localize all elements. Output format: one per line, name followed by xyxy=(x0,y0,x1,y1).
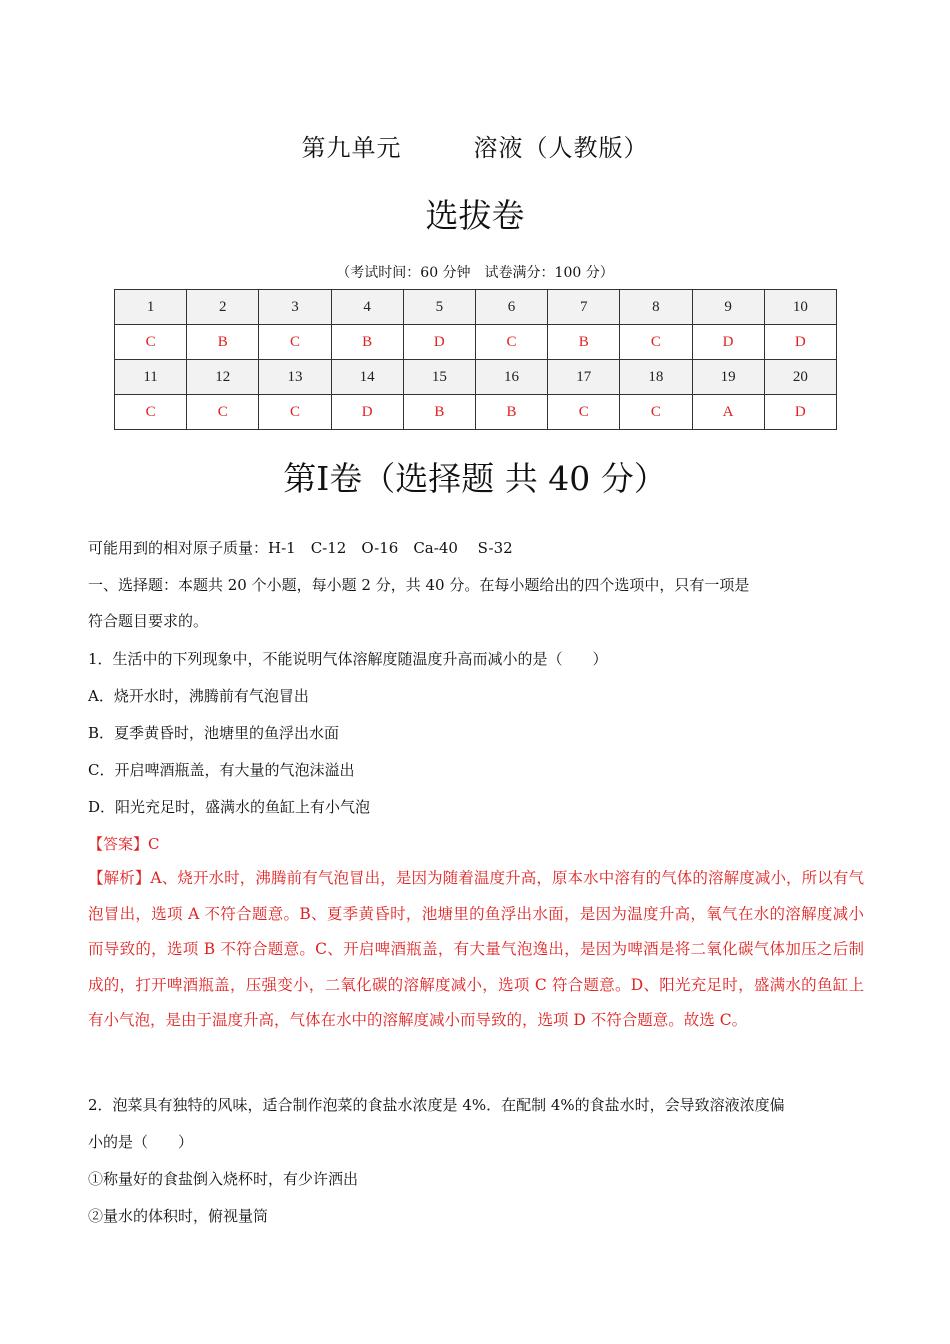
answer-cell: B xyxy=(331,325,403,360)
topic-label: 溶液（人教版） xyxy=(473,134,649,162)
answer-cell: C xyxy=(620,395,692,430)
question-2-stem-line-1: 2．泡菜具有独特的风味，适合制作泡菜的食盐水浓度是 4%．在配制 4%的食盐水时，会导致溶液浓度偏 xyxy=(88,1096,785,1114)
answer-cell: D xyxy=(764,395,836,430)
question-number-cell: 2 xyxy=(187,290,259,325)
answer-cell: C xyxy=(548,395,620,430)
question-number-cell: 20 xyxy=(764,360,836,395)
question-number-cell: 11 xyxy=(115,360,187,395)
question-1-answer: 【答案】C xyxy=(88,835,160,853)
question-number-row xyxy=(115,360,837,395)
answer-row xyxy=(115,395,837,430)
question-number-cell: 15 xyxy=(403,360,475,395)
answer-cell: B xyxy=(475,395,547,430)
question-number-cell: 3 xyxy=(259,290,331,325)
question-number-cell: 12 xyxy=(187,360,259,395)
question-number-cell: 7 xyxy=(548,290,620,325)
question-number-cell: 16 xyxy=(475,360,547,395)
question-1-option-d: D．阳光充足时，盛满水的鱼缸上有小气泡 xyxy=(88,798,371,816)
question-2-stem-line-2: 小的是（ ） xyxy=(88,1133,194,1151)
question-1-option-b: B．夏季黄昏时，池塘里的鱼浮出水面 xyxy=(88,724,340,742)
question-1-option-c: C．开启啤酒瓶盖，有大量的气泡沫溢出 xyxy=(88,761,355,779)
atomic-masses: 可能用到的相对原子质量：H-1 C-12 O-16 Ca-40 S-32 xyxy=(88,539,513,557)
answer-cell: B xyxy=(403,395,475,430)
question-number-cell: 13 xyxy=(259,360,331,395)
answer-table xyxy=(114,289,837,430)
answer-cell: D xyxy=(692,325,764,360)
question-number-cell: 1 xyxy=(115,290,187,325)
answer-cell: B xyxy=(548,325,620,360)
question-number-cell: 9 xyxy=(692,290,764,325)
answer-cell: C xyxy=(187,395,259,430)
answer-cell: C xyxy=(115,325,187,360)
answer-cell: C xyxy=(475,325,547,360)
answer-cell: D xyxy=(331,395,403,430)
paper-title: 选拔卷 xyxy=(425,196,525,235)
section-title: 第Ⅰ卷（选择题 共 40 分） xyxy=(283,459,667,498)
answer-row xyxy=(115,325,837,360)
question-2-item-2: ②量水的体积时，俯视量筒 xyxy=(88,1207,269,1225)
question-number-cell: 8 xyxy=(620,290,692,325)
question-number-cell: 18 xyxy=(620,360,692,395)
question-number-cell: 5 xyxy=(403,290,475,325)
question-number-cell: 17 xyxy=(548,360,620,395)
question-2-item-1: ①称量好的食盐倒入烧杯时，有少许洒出 xyxy=(88,1170,359,1188)
question-number-row xyxy=(115,290,837,325)
instructions-line-1: 一、选择题：本题共 20 个小题，每小题 2 分，共 40 分。在每小题给出的四个选项中，只有一项是 xyxy=(88,576,750,594)
unit-title-row xyxy=(0,128,950,163)
question-1-explanation: 【解析】A、烧开水时，沸腾前有气泡冒出，是因为随着温度升高，原本水中溶有的气体的溶解度减小，所以有气泡冒出，选项 A 不符合题意。B、夏季黄昏时，池塘里的鱼浮出水面，是因为温度升高，氧气在水的溶解度减小而导致的，选项 B 不符合题意。C、开启啤酒瓶盖，有大量气泡逸出，是因为啤酒是将二氧化碳气体加压之后制成的，打开啤酒瓶盖，压强变小，二氧化碳的溶解度减小，选项 C 符合题意。D、阳光充足时，盛满水的鱼缸上有小气泡，是由于温度升高，气体在水中的溶解度减小而导致的，选项 D 不符合题意。故选 C。 xyxy=(88,869,864,1029)
question-number-cell: 10 xyxy=(764,290,836,325)
answer-cell: C xyxy=(620,325,692,360)
answer-cell: A xyxy=(692,395,764,430)
answer-cell: C xyxy=(259,395,331,430)
unit-label: 第九单元 xyxy=(301,134,402,162)
instructions-line-2: 符合题目要求的。 xyxy=(88,612,209,630)
answer-cell: B xyxy=(187,325,259,360)
question-1-stem: 1．生活中的下列现象中，不能说明气体溶解度随温度升高而减小的是（ ） xyxy=(88,650,608,668)
question-number-cell: 19 xyxy=(692,360,764,395)
answer-cell: C xyxy=(259,325,331,360)
exam-info: （考试时间：60 分钟 试卷满分：100 分） xyxy=(336,265,614,281)
answer-cell: D xyxy=(764,325,836,360)
answer-cell: C xyxy=(115,395,187,430)
question-1-option-a: A．烧开水时，沸腾前有气泡冒出 xyxy=(88,687,309,705)
question-number-cell: 4 xyxy=(331,290,403,325)
question-number-cell: 14 xyxy=(331,360,403,395)
question-number-cell: 6 xyxy=(475,290,547,325)
answer-cell: D xyxy=(403,325,475,360)
